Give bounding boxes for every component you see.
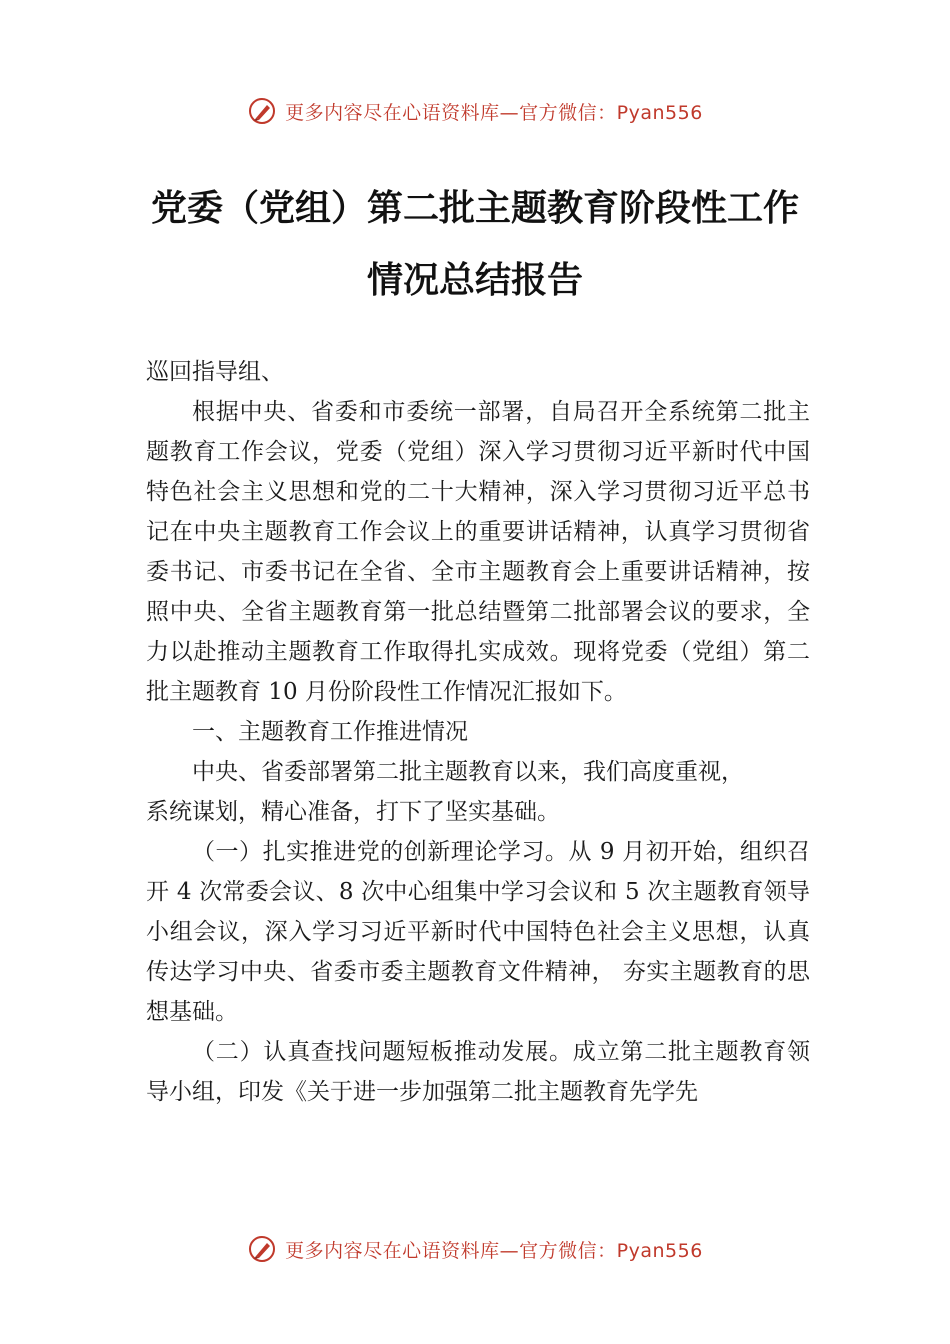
document-body [146, 352, 810, 1112]
paragraph-intro: 根据中央、省委和市委统一部署，自局召开全系统第二批主题教育工作会议，党委（党组）深入学习贯彻习近平新时代中国特色社会主义思想和党的二十大精神，深入学习贯彻习近平总书记在中央主题教育工作会议上的重要讲话精神，认真学习贯彻省委书记、市委书记在全省、全市主题教育会上重要讲话精神，按照中央、全省主题教育第一批总结暨第二批部署会议的要求，全力以赴推动主题教育工作取得扎实成效。现将党委（党组）第二批主题教育 10 月份阶段性工作情况汇报如下。 [146, 399, 810, 705]
paragraph-4: （二）认真查找问题短板推动发展。成立第二批主题教育领导小组，印发《关于进一步加强第二批主题教育先学先 [146, 1039, 810, 1105]
watermark-text: 更多内容尽在心语资料库—官方微信：Pyan556 [285, 101, 703, 124]
section-heading-1: 一、主题教育工作推进情况 [192, 719, 468, 745]
document-title-line-2: 情况总结报告 [366, 259, 583, 301]
paragraph-2-line-2: 系统谋划，精心准备，打下了坚实基础。 [146, 799, 560, 825]
pen-logo-icon [247, 96, 277, 126]
watermark-footer [0, 1234, 950, 1264]
salutation: 巡回指导组、 [146, 359, 284, 385]
paragraph-3: （一）扎实推进党的创新理论学习。从 9 月初开始，组织召开 4 次常委会议、8 次中心组集中学习会议和 5 次主题教育领导小组会议，深入学习习近平新时代中国特色社会主义思想，认真传达学习中央、省委市委主题教育文件精神， 夯实主题教育的思想基础。 [146, 839, 810, 1025]
pen-logo-icon [247, 1234, 277, 1264]
paragraph-2-line-1: 中央、省委部署第二批主题教育以来，我们高度重视， [192, 759, 744, 785]
watermark-text: 更多内容尽在心语资料库—官方微信：Pyan556 [285, 1239, 703, 1262]
document-title-line-1: 党委（党组）第二批主题教育阶段性工作 [150, 187, 799, 229]
watermark-header [0, 96, 950, 126]
